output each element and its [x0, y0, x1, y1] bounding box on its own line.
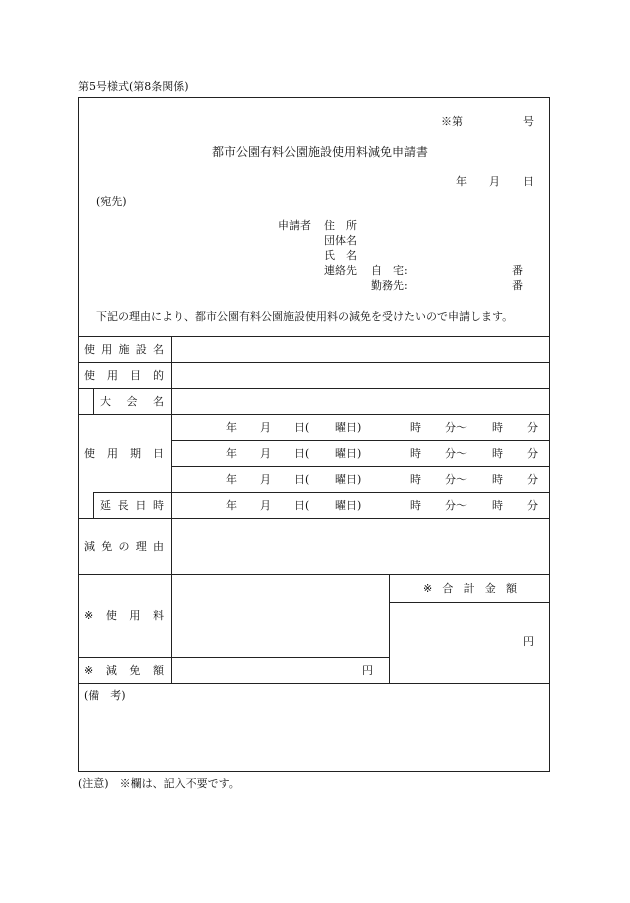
period3-month[interactable]: 月 — [260, 473, 271, 486]
row-divider — [171, 466, 550, 467]
contact-home-label[interactable]: 自 宅: — [371, 264, 408, 277]
period1-month[interactable]: 月 — [260, 421, 271, 434]
event-name-label: 大 会 名 — [100, 395, 164, 408]
period3-start-minute[interactable]: 分〜 — [445, 473, 467, 486]
period2-start-hour[interactable]: 時 — [410, 447, 421, 460]
exemption-label: ※ 減 免 額 — [84, 664, 164, 677]
row-divider — [171, 440, 550, 441]
period2-end-hour[interactable]: 時 — [492, 447, 503, 460]
extension-month[interactable]: 月 — [260, 499, 271, 512]
reason-label: 減 免 の 理 由 — [84, 540, 164, 553]
period-label: 使 用 期 日 — [84, 447, 164, 460]
applicant-address-label[interactable]: 住 所 — [324, 219, 357, 232]
row-divider — [78, 388, 550, 389]
period1-year[interactable]: 年 — [226, 421, 237, 434]
form-title: 都市公園有料公園施設使用料減免申請書 — [212, 145, 429, 159]
row-divider — [93, 492, 550, 493]
date-year-label[interactable]: 年 — [456, 175, 467, 188]
period3-end-hour[interactable]: 時 — [492, 473, 503, 486]
period1-day[interactable]: 日( — [294, 421, 310, 434]
row-divider — [78, 574, 550, 575]
receipt-number-prefix: ※第 — [441, 115, 463, 128]
extension-weekday[interactable]: 曜日) — [335, 499, 362, 512]
period1-start-minute[interactable]: 分〜 — [445, 421, 467, 434]
period1-start-hour[interactable]: 時 — [410, 421, 421, 434]
applicant-group-label[interactable]: 団体名 — [324, 234, 357, 247]
extension-end-minute[interactable]: 分 — [527, 499, 538, 512]
receipt-number-suffix: 号 — [523, 115, 534, 128]
row-divider — [78, 657, 389, 658]
extension-year[interactable]: 年 — [226, 499, 237, 512]
contact-work-number-suffix: 番 — [512, 279, 523, 292]
remarks-label: (備 考) — [84, 689, 126, 702]
period1-end-minute[interactable]: 分 — [527, 421, 538, 434]
addressee-label: (宛先) — [96, 195, 127, 208]
period2-weekday[interactable]: 曜日) — [335, 447, 362, 460]
period3-end-minute[interactable]: 分 — [527, 473, 538, 486]
contact-work-label[interactable]: 勤務先: — [371, 279, 408, 292]
period3-year[interactable]: 年 — [226, 473, 237, 486]
total-yen-unit: 円 — [523, 635, 534, 648]
indent-divider — [93, 492, 94, 518]
contact-home-number-suffix: 番 — [512, 264, 523, 277]
purpose-label: 使 用 目 的 — [84, 369, 164, 382]
footnote: (注意) ※欄は、記入不要です。 — [78, 777, 240, 790]
row-divider — [78, 362, 550, 363]
extension-day[interactable]: 日( — [294, 499, 310, 512]
application-statement: 下記の理由により、都市公園有料公園施設使用料の減免を受けたいので申請します。 — [96, 310, 514, 323]
extension-label: 延 長 日 時 — [100, 499, 164, 512]
applicant-name-label[interactable]: 氏 名 — [324, 249, 357, 262]
exemption-yen-unit: 円 — [362, 664, 373, 677]
period3-day[interactable]: 日( — [294, 473, 310, 486]
period2-year[interactable]: 年 — [226, 447, 237, 460]
date-day-label[interactable]: 日 — [523, 175, 534, 188]
period2-day[interactable]: 日( — [294, 447, 310, 460]
form-number-label: 第5号様式(第8条関係) — [78, 80, 189, 93]
period1-end-hour[interactable]: 時 — [492, 421, 503, 434]
total-amount-label: ※ 合 計 金 額 — [423, 582, 517, 595]
period2-month[interactable]: 月 — [260, 447, 271, 460]
date-month-label[interactable]: 月 — [489, 175, 500, 188]
period3-start-hour[interactable]: 時 — [410, 473, 421, 486]
applicant-label: 申請者 — [278, 219, 311, 232]
facility-name-label: 使 用 施 設 名 — [84, 343, 164, 356]
row-divider — [78, 336, 550, 337]
row-divider — [78, 683, 550, 684]
extension-end-hour[interactable]: 時 — [492, 499, 503, 512]
row-divider — [78, 518, 550, 519]
row-divider — [78, 414, 550, 415]
applicant-contact-label: 連絡先 — [324, 264, 357, 277]
fee-label: ※ 使 用 料 — [84, 609, 164, 622]
extension-start-hour[interactable]: 時 — [410, 499, 421, 512]
row-divider — [389, 602, 550, 603]
period1-weekday[interactable]: 曜日) — [335, 421, 362, 434]
indent-divider — [93, 388, 94, 414]
extension-start-minute[interactable]: 分〜 — [445, 499, 467, 512]
period2-start-minute[interactable]: 分〜 — [445, 447, 467, 460]
period3-weekday[interactable]: 曜日) — [335, 473, 362, 486]
label-column-divider — [171, 336, 172, 683]
period2-end-minute[interactable]: 分 — [527, 447, 538, 460]
fee-column-divider — [389, 574, 390, 683]
